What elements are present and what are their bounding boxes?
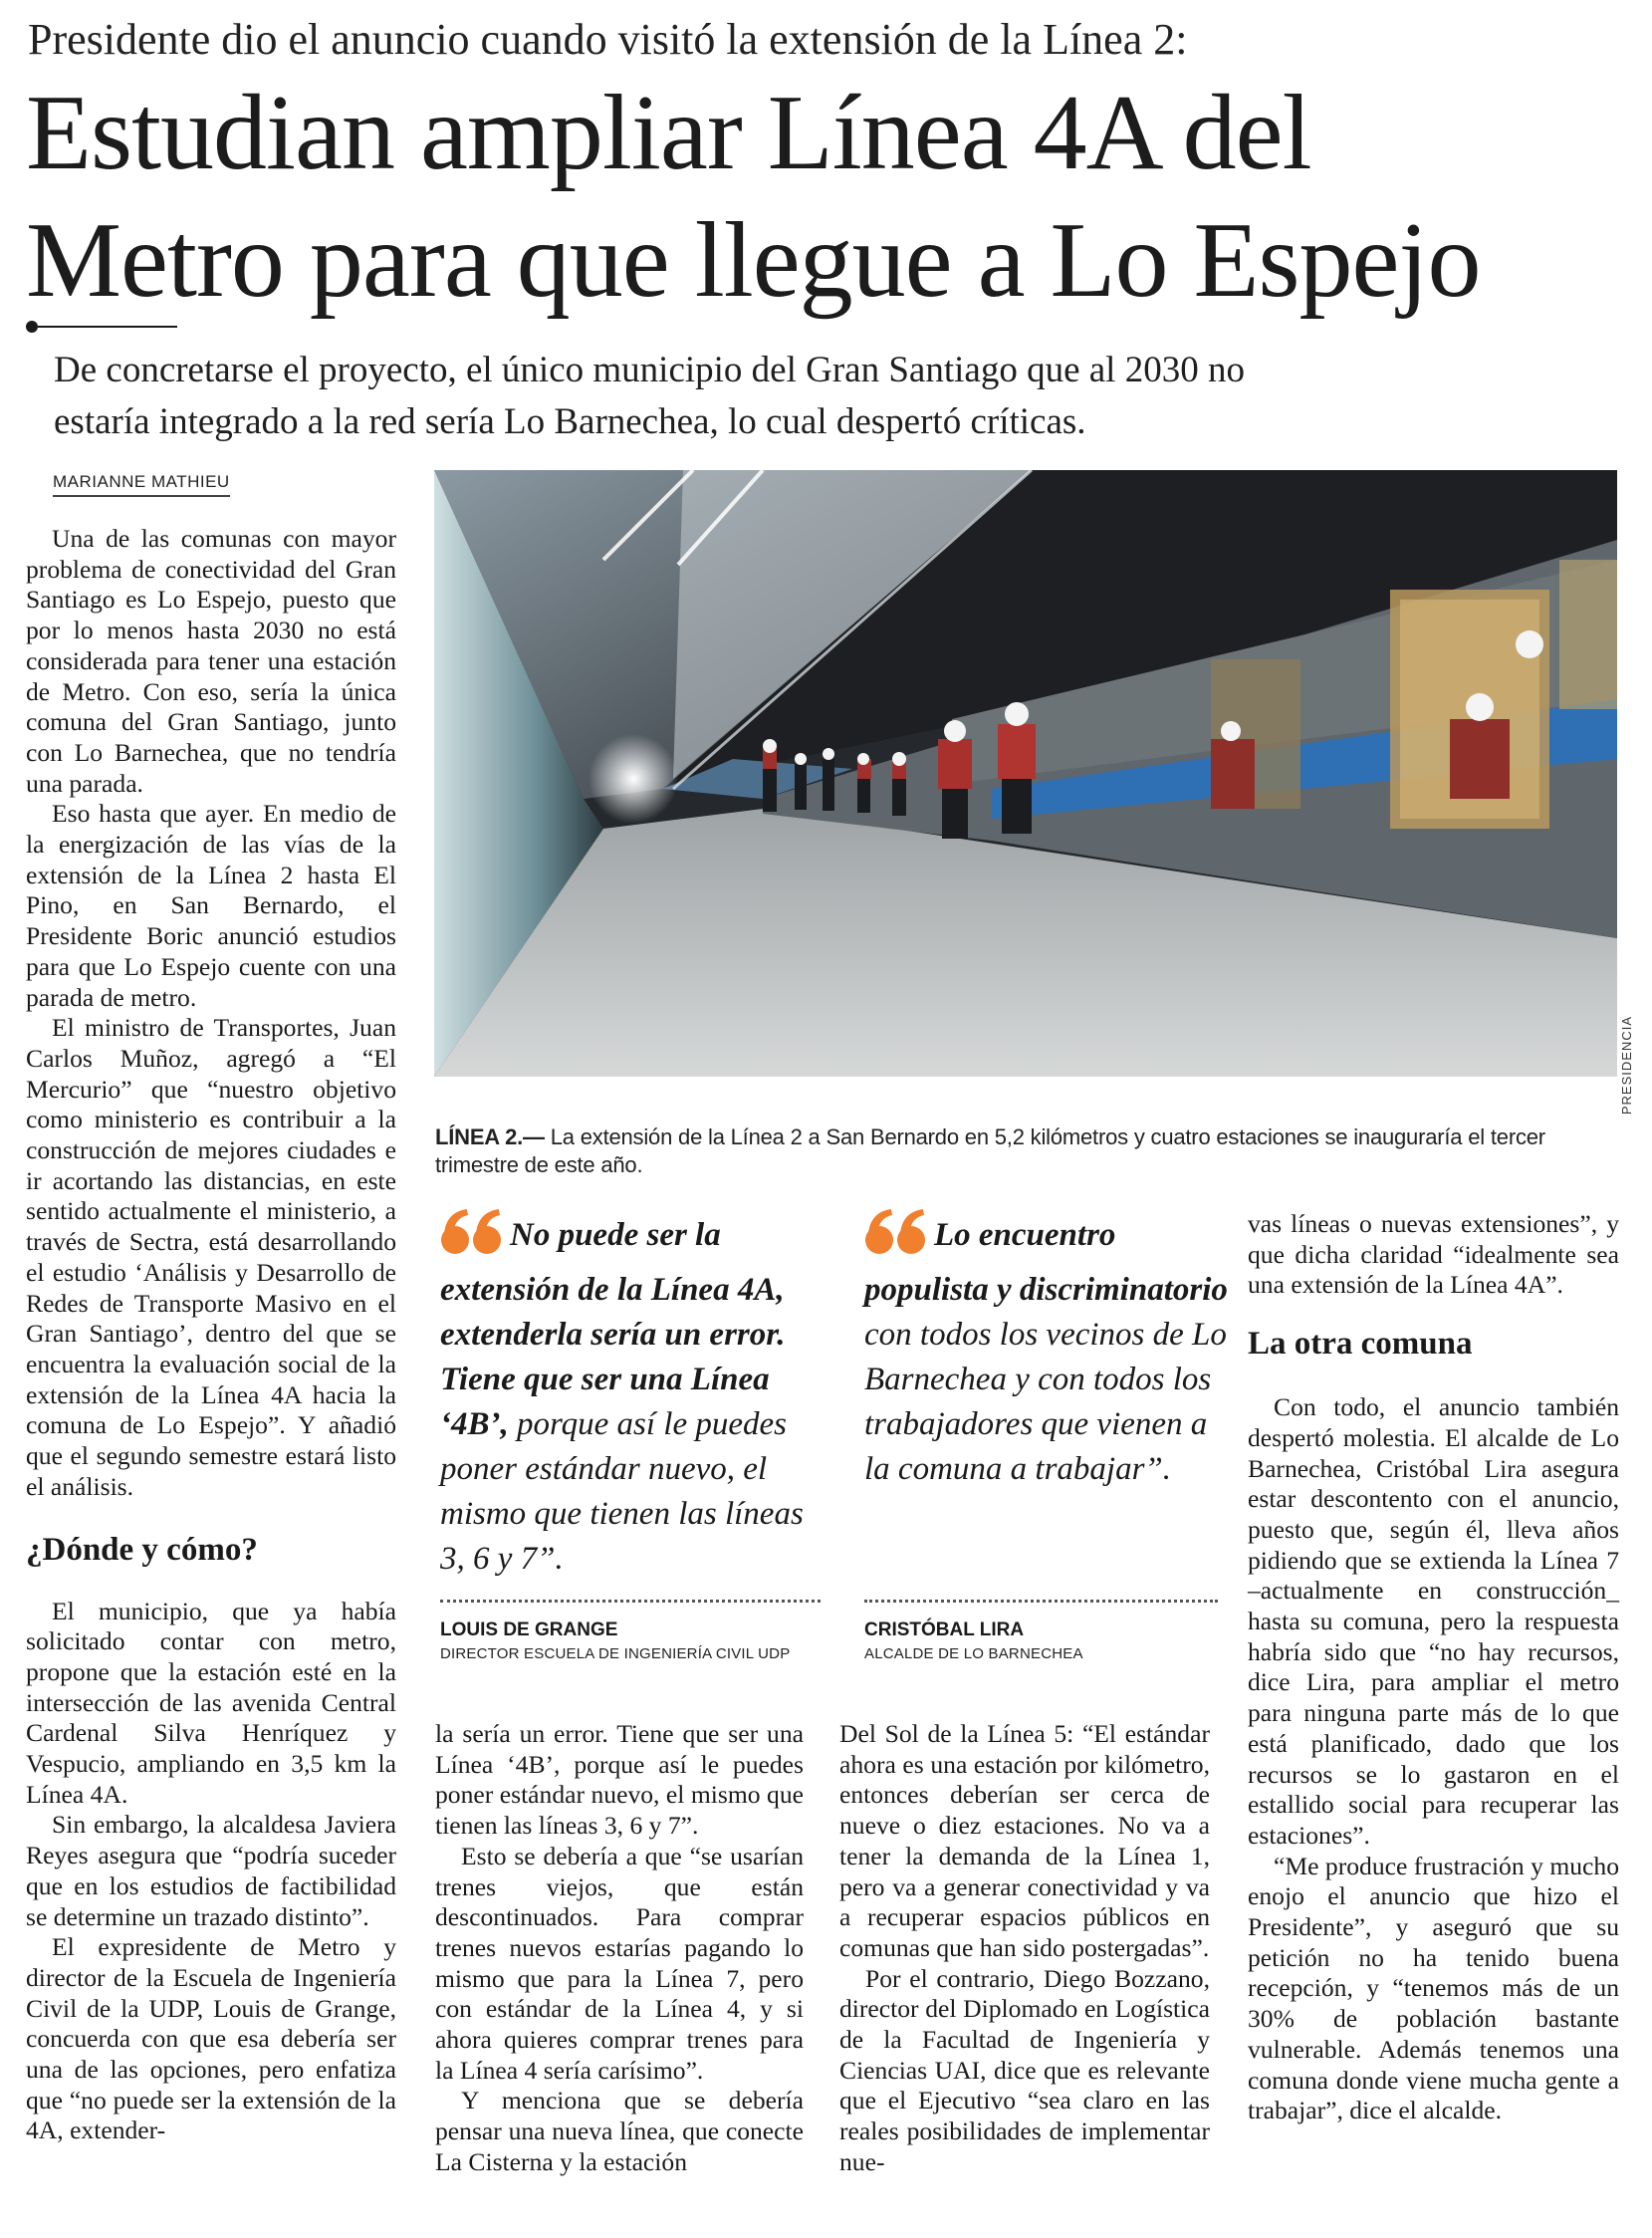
body-paragraph: Eso hasta que ayer. En medio de la energización de las vías de la extensión de la Línea 2 hasta El Pino, en San Bernardo, el Presidente Boric anunció estudios para que Lo Espejo cuente con una parada de metro. [26, 799, 396, 1012]
quote-1-attribution-name: LOUIS DE GRANGE [440, 1619, 618, 1640]
body-paragraph: Sin embargo, la alcaldesa Javiera Reyes asegura que “podría suceder que en los estudios de factibilidad se determine un trazado distinto”. [26, 1810, 396, 1931]
photo-caption [435, 1123, 1620, 1179]
quote-1-attribution-role: DIRECTOR ESCUELA DE INGENIERÍA CIVIL UDP [440, 1645, 791, 1662]
headline-line-2: Metro para que llegue a Lo Espejo [26, 201, 1481, 320]
quote-1-rule [440, 1600, 821, 1603]
photo-credit: PRESIDENCIA [1619, 1016, 1634, 1116]
subhead-donde-y-como: ¿Dónde y cómo? [26, 1531, 258, 1568]
quote-2-rule [864, 1600, 1218, 1603]
headline [26, 70, 1639, 325]
quote-2-rest: con todos los vecinos de Lo Barnechea y con todos los trabajadores que vienen a la comuna a trabajar”. [864, 1317, 1227, 1487]
metro-platform-image [434, 470, 1617, 1077]
quote-1-rest: porque así le puedes poner estándar nuevo, el mismo que tienen las líneas 3, 6 y 7”. [440, 1406, 804, 1577]
body-paragraph: vas líneas o nuevas extensiones”, y que dicha claridad “idealmente sea una extensión de la Línea 4A”. [1248, 1209, 1619, 1300]
quote-2-bold: Lo encuentro populista y discriminatorio [864, 1217, 1228, 1308]
byline: MARIANNE MATHIEU [53, 472, 230, 497]
column-1 [26, 524, 396, 2146]
column-2 [435, 1719, 804, 2178]
quote-1-bold: No puede ser la extensión de la Línea 4A, extenderla sería un error. Tiene que ser una Línea ‘4B’, [440, 1217, 786, 1442]
deck-line-1: De concretarse el proyecto, el único municipio del Gran Santiago que al 2030 no [54, 350, 1245, 390]
body-paragraph: Del Sol de la Línea 5: “El estándar ahora es una estación por kilómetro, entonces deberían ser cerca de nueve o diez estaciones. No va a tener la demanda de la Línea 1, pero va a generar conectividad y va a recuperar espacios públicos en comunas que han sido postergadas”. [839, 1719, 1210, 1962]
caption-label: LÍNEA 2.— [435, 1124, 545, 1149]
body-paragraph: Esto se debería a que “se usarían trenes viejos, que están descontinuados. Para comprar trenes nuevos estarías pagando lo mismo que para la Línea 7, pero con estándar de la Línea 4, y si ahora quieres comprar trenes para la Línea 4 sería carísimo”. [435, 1841, 804, 2085]
headline-line-1: Estudian ampliar Línea 4A del [26, 74, 1311, 192]
bullet-dot [26, 321, 38, 333]
body-paragraph: Una de las comunas con mayor problema de conectividad del Gran Santiago es Lo Espejo, puesto que por lo menos hasta 2030 no está considerada para tener una estación de Metro. Con eso, sería la única comuna del Gran Santiago, junto con Lo Barnechea, que no tendría una parada. [26, 524, 396, 798]
body-paragraph: “Me produce frustración y mucho enojo el anuncio que hizo el Presidente”, y aseguró que su petición no ha tenido buena recepción, y “tenemos más de un 30% de población bastante vulnerable. Además tenemos una comuna donde viene mucha gente a trabajar”, dice el alcalde. [1248, 1851, 1619, 2125]
kicker: Presidente dio el anuncio cuando visitó la extensión de la Línea 2: [28, 15, 1188, 64]
body-paragraph: El ministro de Transportes, Juan Carlos Muñoz, agregó a “El Mercurio” que “nuestro objetivo como ministerio es contribuir a la construcción de mejores ciudades e ir acortando las distancias, en este sentido actualmente el ministerio, a través de Sectra, está desarrollando el estudio ‘Análisis y Desarrollo de Redes de Transporte Masivo en el Gran Santiago’, dentro del que se encuentra la evaluación social de la extensión de la Línea 4A hacia la comuna de Lo Espejo”. Y añadió que el segundo semestre estará listo el análisis. [26, 1013, 396, 1501]
caption-text: La extensión de la Línea 2 a San Bernardo en 5,2 kilómetros y cuatro estaciones se inauguraría el tercer trimestre de este año. [435, 1124, 1545, 1177]
deck-line-2: estaría integrado a la red sería Lo Barnechea, lo cual despertó críticas. [54, 401, 1086, 442]
body-paragraph: Por el contrario, Diego Bozzano, director del Diplomado en Logística de la Facultad de Ingeniería y Ciencias UAI, dice que es relevante que el Ejecutivo “sea claro en las reales posibilidades de implementar nue- [839, 1963, 1210, 2176]
pull-quote-1 [440, 1209, 821, 1582]
deck [54, 345, 1627, 448]
body-paragraph: El expresidente de Metro y director de la Escuela de Ingeniería Civil de la UDP, Louis de Grange, concuerda con que esa debería ser una de las opciones, pero enfatiza que “no puede ser la extensión de la 4A, extender- [26, 1932, 396, 2145]
body-paragraph: Y menciona que se debería pensar una nueva línea, que conecte La Cisterna y la estación [435, 2086, 804, 2176]
body-paragraph: Con todo, el anuncio también despertó molestia. El alcalde de Lo Barnechea, Cristóbal Lira asegura estar descontento con el anuncio, puesto que, según él, lleva años pidiendo que se extienda la Línea 7 –actualmente en construcción_ hasta su comuna, pero la respuesta habría sido que “no hay recursos, dice Lira, para ampliar el metro para ninguna parte más de lo que está planificado, dado que los recursos se lo gastaron en el estallido social para recuperar las estaciones”. [1248, 1392, 1619, 1850]
quote-2-attribution-name: CRISTÓBAL LIRA [864, 1619, 1025, 1640]
body-paragraph: la sería un error. Tiene que ser una Línea ‘4B’, porque así le puedes poner estándar nuevo, el mismo que tienen las líneas 3, 6 y 7”. [435, 1719, 804, 1841]
pull-quote-2 [864, 1209, 1233, 1492]
column-4 [1248, 1209, 1619, 2126]
body-paragraph: El municipio, que ya había solicitado contar con metro, propone que la estación esté en la intersección de las avenida Central Cardenal Silva Henríquez y Vespucio, ampliando en 3,5 km la Línea 4A. [26, 1596, 396, 1809]
quote-mark-icon [440, 1209, 504, 1268]
column-3 [839, 1719, 1210, 2178]
deck-rule [38, 326, 177, 328]
subhead-la-otra-comuna: La otra comuna [1248, 1326, 1473, 1363]
quote-mark-icon [864, 1209, 928, 1268]
quote-2-attribution-role: ALCALDE DE LO BARNECHEA [864, 1645, 1083, 1662]
metro-photo [434, 470, 1617, 1077]
